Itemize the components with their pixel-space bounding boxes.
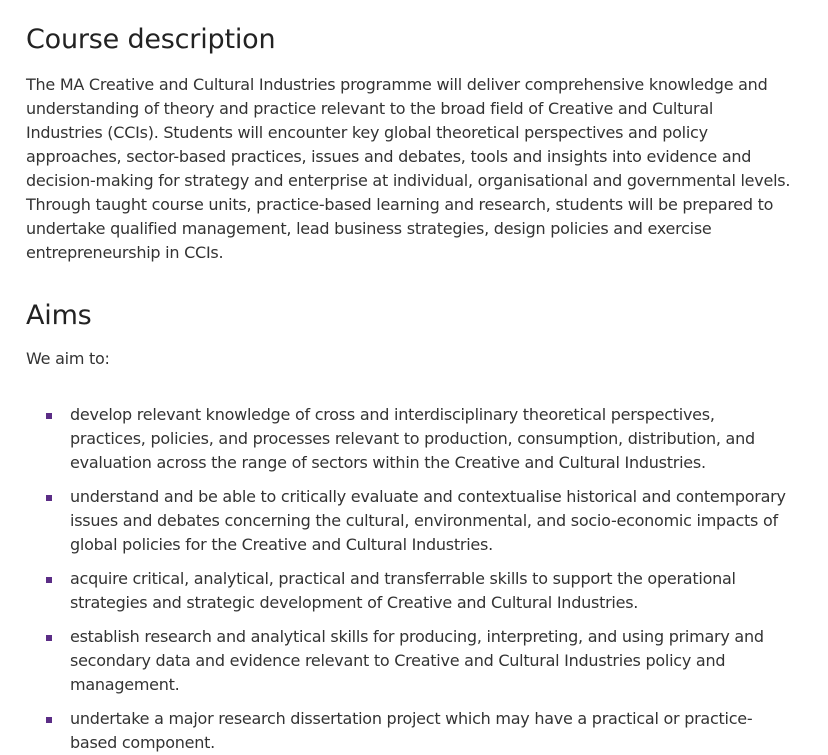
aims-list-item	[26, 567, 794, 615]
aims-item-text: establish research and analytical skills for producing, interpreting, and using primary and secondary data and evidence relevant to Creative and Cultural Industries policy and management.	[70, 627, 764, 694]
aims-item-text: undertake a major research dissertation project which may have a practical or practice-based component.	[70, 709, 753, 752]
square-bullet-icon	[46, 495, 52, 501]
aims-list	[26, 403, 794, 755]
aims-heading: Aims	[26, 300, 92, 331]
aims-item-text: develop relevant knowledge of cross and interdisciplinary theoretical perspectives, practices, policies, and processes relevant to production, consumption, distribution, and evaluation across the range of sectors within the Creative and Cultural Industries.	[70, 405, 755, 472]
aims-item-text: understand and be able to critically evaluate and contextualise historical and contemporary issues and debates concerning the cultural, environmental, and socio-economic impacts of global policies for the Creative and Cultural Industries.	[70, 487, 786, 554]
square-bullet-icon	[46, 635, 52, 641]
aims-list-item	[26, 485, 794, 557]
square-bullet-icon	[46, 413, 52, 419]
aims-list-item	[26, 707, 794, 755]
course-description-text: The MA Creative and Cultural Industries programme will deliver comprehensive knowledge and understanding of theory and practice relevant to the broad field of Creative and Cultural Industries (CCIs). Students will encounter key global theoretical perspectives and policy approaches, sector-based practices, issues and debates, tools and insights into evidence and decision-making for strategy and enterprise at individual, organisational and governmental levels. Through taught course units, practice-based learning and research, students will be prepared to undertake qualified management, lead business strategies, design policies and exercise entrepreneurship in CCIs.	[26, 75, 791, 262]
square-bullet-icon	[46, 717, 52, 723]
course-description-heading: Course description	[26, 24, 276, 55]
aims-item-text: acquire critical, analytical, practical and transferrable skills to support the operational strategies and strategic development of Creative and Cultural Industries.	[70, 569, 736, 612]
aims-list-item	[26, 625, 794, 697]
aims-list-item	[26, 403, 794, 475]
square-bullet-icon	[46, 577, 52, 583]
aims-intro: We aim to:	[26, 349, 110, 368]
